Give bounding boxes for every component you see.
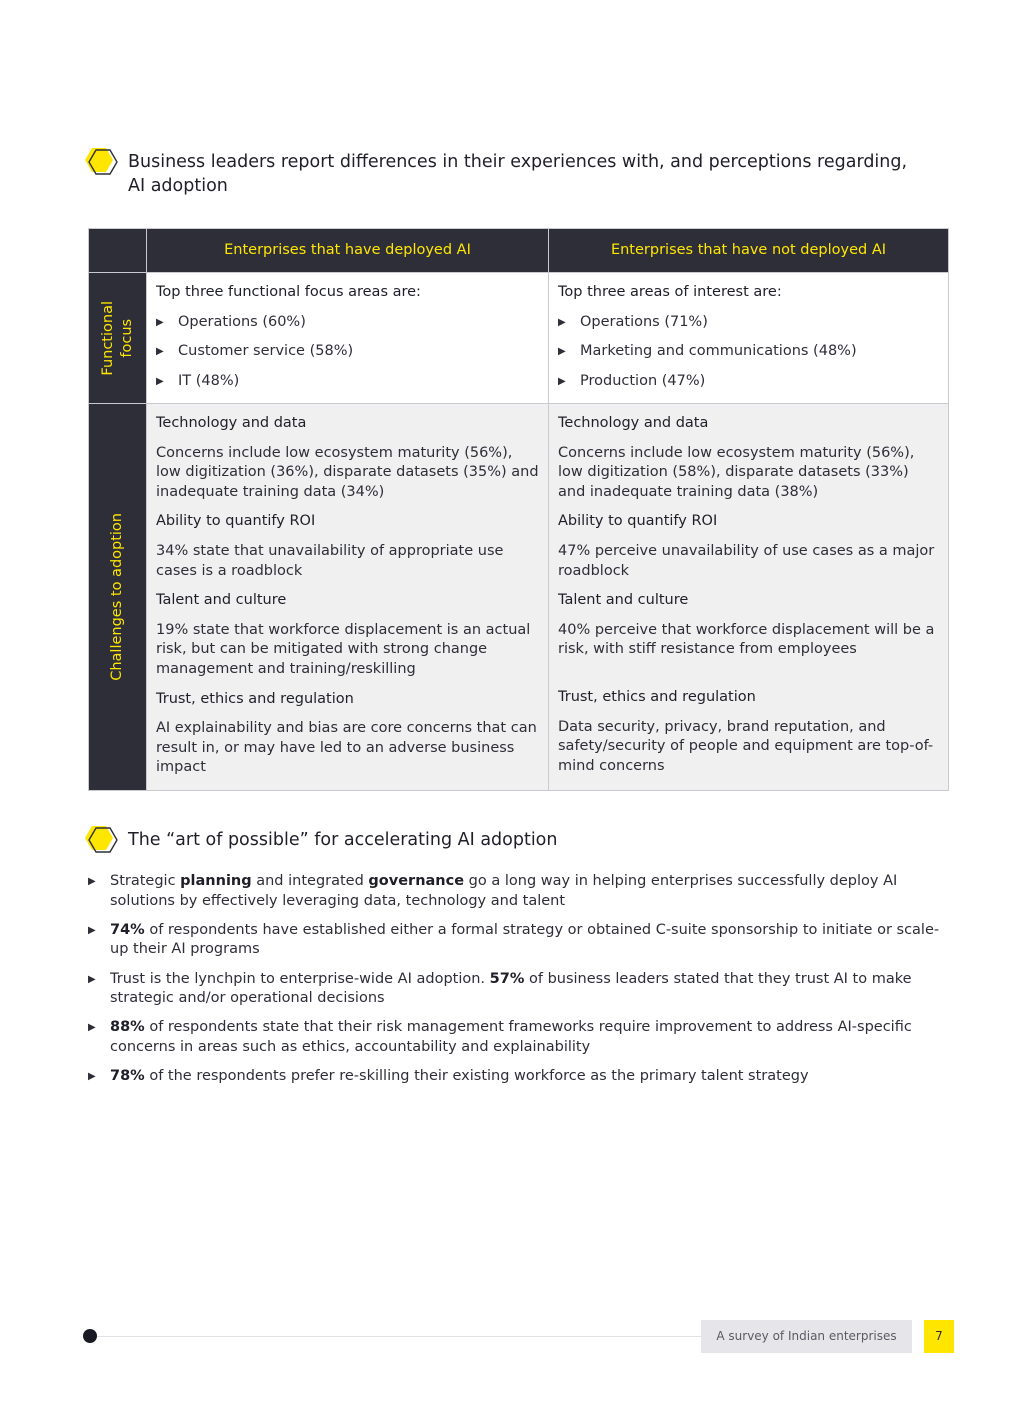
list-item	[88, 872, 943, 911]
challenge-text-roi: 34% state that unavailability of appropriate use cases is a roadblock	[156, 542, 504, 579]
list-item	[558, 372, 939, 392]
list-item-text: Production (47%)	[580, 372, 706, 389]
text: Trust is the lynchpin to enterprise-wide AI adoption.	[110, 970, 490, 987]
challenges-deployed-cell	[147, 404, 549, 791]
challenge-text-technology: Concerns include low ecosystem maturity (56%), low digitization (36%), disparate datasets (35%) and inadequate training data (34%)	[156, 444, 539, 500]
section-heading-differences	[84, 150, 907, 198]
cell-intro: Top three functional focus areas are:	[156, 284, 421, 300]
triangle-bullet-icon: ▶	[558, 316, 566, 328]
list-item-text: IT (48%)	[178, 372, 240, 389]
table-header-row	[89, 229, 949, 273]
triangle-bullet-icon: ▶	[156, 346, 164, 358]
challenge-heading-talent: Talent and culture	[558, 592, 689, 609]
footer-divider	[97, 1336, 701, 1337]
focus-list	[156, 313, 539, 392]
row-label-functional-focus	[89, 273, 147, 404]
list-item	[156, 342, 539, 362]
challenge-heading-talent: Talent and culture	[156, 592, 287, 609]
list-item	[558, 342, 939, 362]
text: Strategic	[110, 873, 181, 889]
challenge-heading-technology: Technology and data	[558, 415, 709, 431]
triangle-bullet-icon: ▶	[88, 924, 96, 936]
key-findings-list	[88, 872, 943, 1096]
challenges-not-deployed-cell	[549, 404, 949, 791]
emphasis: 88%	[110, 1019, 145, 1036]
challenge-text-roi: 47% perceive unavailability of use cases as a major roadblock	[558, 542, 935, 579]
challenge-heading-roi: Ability to quantify ROI	[558, 513, 718, 530]
comparison-table	[88, 228, 949, 791]
section-title-line-2: AI adoption	[128, 176, 228, 196]
triangle-bullet-icon: ▶	[156, 375, 164, 387]
row-label-challenges	[89, 404, 147, 791]
challenge-text-trust: Data security, privacy, brand reputation, and safety/security of people and equipment are top-of-mind concerns	[558, 718, 934, 774]
text: of respondents state that their risk management frameworks require improvement to address AI-specific concerns in areas such as ethics, accountability and explainability	[110, 1019, 912, 1055]
list-item-text: Operations (60%)	[178, 313, 306, 330]
row-label-line-1: Functional	[99, 300, 116, 376]
table-corner-cell	[89, 229, 147, 273]
challenge-text-technology: Concerns include low ecosystem maturity (56%), low digitization (58%), disparate datasets (33%) and inadequate training data (38%)	[558, 444, 915, 500]
table-row-challenges	[89, 404, 949, 791]
cell-intro: Top three areas of interest are:	[558, 284, 782, 300]
emphasis: 57%	[489, 970, 525, 987]
triangle-bullet-icon: ▶	[88, 876, 96, 887]
emphasis: 78%	[110, 1068, 145, 1085]
section-heading-art-of-possible	[84, 828, 558, 854]
text: go a long way in helping enterprises successfully deploy AI solutions by effectively leveraging data, technology and talent	[110, 873, 898, 909]
triangle-bullet-icon: ▶	[88, 1071, 96, 1083]
challenge-text-trust: AI explainability and bias are core concerns that can result in, or may have led to an adverse business impact	[156, 720, 537, 776]
text: of business leaders stated that they trust AI to make strategic and/or operational decisions	[110, 970, 912, 1007]
column-header-deployed: Enterprises that have deployed AI	[147, 229, 549, 273]
functional-deployed-cell	[147, 273, 549, 404]
challenge-heading-roi: Ability to quantify ROI	[156, 513, 316, 530]
section-title	[128, 150, 907, 198]
list-item-text: Operations (71%)	[580, 313, 708, 330]
section-title: The “art of possible” for accelerating AI adoption	[128, 830, 558, 850]
footer-label: A survey of Indian enterprises	[701, 1320, 912, 1353]
list-item	[88, 1018, 943, 1057]
challenge-text-talent: 40% perceive that workforce displacement will be a risk, with stiff resistance from employees	[558, 621, 935, 658]
list-item	[88, 1067, 943, 1087]
triangle-bullet-icon: ▶	[156, 316, 164, 328]
page-number: 7	[924, 1320, 954, 1353]
table-row-functional-focus	[89, 273, 949, 404]
hexagon-icon	[84, 824, 120, 854]
list-item	[156, 313, 539, 333]
challenge-text-talent: 19% state that workforce displacement is an actual risk, but can be mitigated with strong change management and training/reskilling	[156, 621, 531, 677]
challenge-heading-trust: Trust, ethics and regulation	[558, 688, 756, 705]
section-title-line-1: Business leaders report differences in their experiences with, and perceptions regarding,	[128, 152, 908, 172]
column-header-not-deployed: Enterprises that have not deployed AI	[549, 229, 949, 273]
list-item-text: Customer service (58%)	[178, 343, 354, 360]
hexagon-icon	[84, 146, 120, 176]
list-item	[88, 921, 943, 960]
functional-not-deployed-cell	[549, 273, 949, 404]
list-item	[88, 970, 943, 1009]
text: of the respondents prefer re-skilling their existing workforce as the primary talent strategy	[144, 1068, 809, 1085]
triangle-bullet-icon: ▶	[88, 973, 96, 985]
row-label-text: Challenges to adoption	[109, 513, 125, 681]
triangle-bullet-icon: ▶	[558, 346, 566, 358]
row-label-line-2: focus	[118, 318, 135, 358]
triangle-bullet-icon: ▶	[558, 375, 566, 387]
emphasis: planning	[180, 873, 252, 889]
interest-list	[558, 313, 939, 392]
text: of respondents have established either a formal strategy or obtained C-suite sponsorship to initiate or scale-up their AI programs	[110, 921, 940, 958]
list-item-text: Marketing and communications (48%)	[580, 343, 857, 360]
challenge-heading-technology: Technology and data	[156, 415, 307, 431]
triangle-bullet-icon: ▶	[88, 1022, 96, 1034]
footer-dot	[83, 1329, 97, 1343]
text: and integrated	[251, 873, 369, 889]
list-item	[156, 372, 539, 392]
emphasis: governance	[368, 873, 465, 889]
challenge-heading-trust: Trust, ethics and regulation	[156, 690, 354, 707]
emphasis: 74%	[110, 921, 145, 938]
list-item	[558, 313, 939, 333]
